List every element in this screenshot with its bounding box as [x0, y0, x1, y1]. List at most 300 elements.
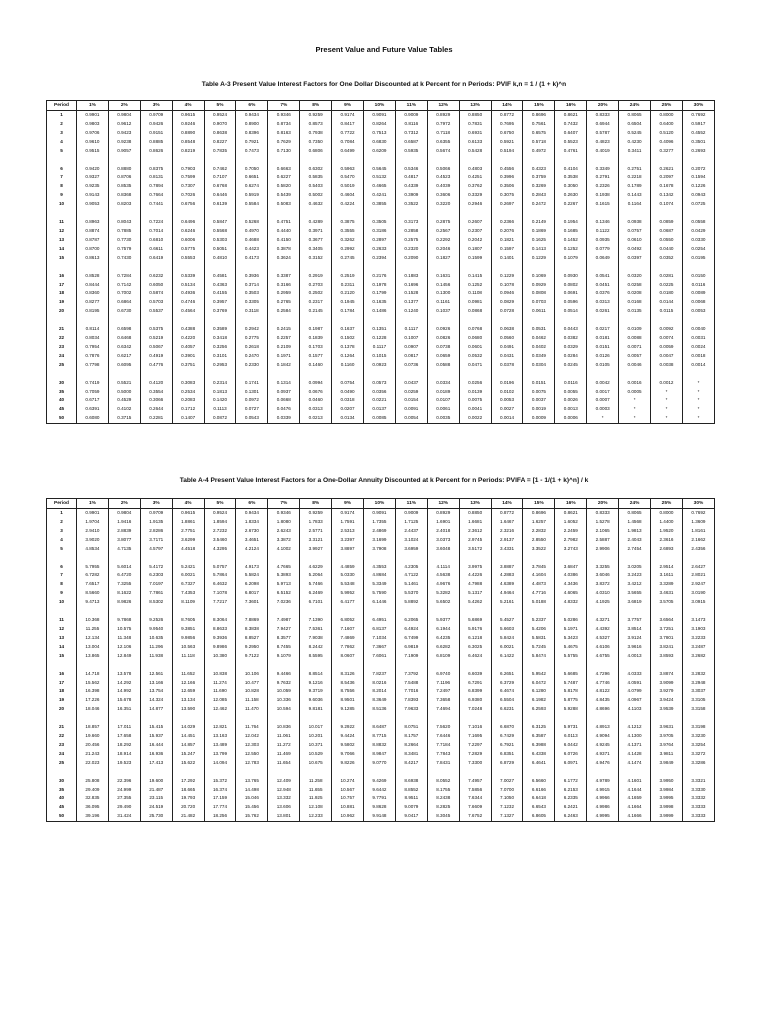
factor-cell: 0.1413 — [523, 245, 555, 254]
factor-cell: 4.0591 — [619, 679, 651, 688]
factor-cell: 0.1987 — [300, 325, 332, 334]
factor-cell: 0.0981 — [459, 298, 491, 307]
table-row — [47, 120, 715, 129]
spacer-cell — [268, 661, 300, 670]
factor-cell: 0.1252 — [555, 245, 587, 254]
spacer-cell — [268, 607, 300, 616]
factor-cell: 0.0802 — [555, 281, 587, 290]
factor-cell: 3.3272 — [682, 750, 714, 759]
factor-cell: 10.380 — [204, 652, 236, 661]
factor-cell: 0.0259 — [395, 388, 427, 397]
factor-cell: 0.1161 — [427, 298, 459, 307]
factor-cell: 15.762 — [236, 812, 268, 821]
factor-cell: 10.575 — [108, 625, 140, 634]
factor-cell: 0.6730 — [108, 307, 140, 316]
factor-cell: 7.6446 — [427, 732, 459, 741]
factor-cell: 9.2526 — [140, 616, 172, 625]
factor-cell: 0.5403 — [300, 182, 332, 191]
factor-cell: 0.9423 — [108, 129, 140, 138]
factor-cell: 0.7835 — [204, 147, 236, 156]
factor-cell: 0.7026 — [172, 191, 204, 200]
factor-cell: 0.6217 — [108, 352, 140, 361]
factor-cell: 0.1117 — [364, 343, 396, 352]
spacer-cell — [523, 768, 555, 777]
factor-cell: 4.7716 — [523, 589, 555, 598]
spacer-cell — [332, 209, 364, 218]
table-row — [47, 254, 715, 263]
row-group-spacer — [47, 370, 715, 379]
factor-cell: 3.3230 — [682, 732, 714, 741]
factor-cell: 0.8850 — [459, 509, 491, 518]
spacer-cell — [172, 316, 204, 325]
factor-cell: 15.456 — [236, 803, 268, 812]
table-a4-header-row — [47, 499, 715, 509]
factor-cell: 0.7695 — [491, 120, 523, 129]
factor-cell: 2.4356 — [682, 545, 714, 554]
table-row — [47, 759, 715, 768]
factor-cell: 0.1789 — [619, 182, 651, 191]
factor-cell: 7.5620 — [427, 723, 459, 732]
period-cell: 11 — [47, 218, 77, 227]
rate-column-header: 6% — [236, 499, 268, 509]
factor-cell: 9.7066 — [332, 750, 364, 759]
factor-cell: 10.962 — [332, 812, 364, 821]
factor-cell: 8.0216 — [364, 679, 396, 688]
spacer-cell — [364, 714, 396, 723]
period-cell: 35 — [47, 388, 77, 397]
table-row — [47, 518, 715, 527]
table-a3-body — [47, 111, 715, 424]
factor-cell: 0.9259 — [300, 509, 332, 518]
factor-cell: 0.0107 — [427, 396, 459, 405]
factor-cell: 0.5067 — [140, 343, 172, 352]
factor-cell: 0.1842 — [268, 361, 300, 370]
factor-cell: 5.1317 — [459, 589, 491, 598]
spacer-cell — [300, 661, 332, 670]
factor-cell: 9.4424 — [332, 732, 364, 741]
factor-cell: 0.0115 — [651, 307, 683, 316]
period-cell: 15 — [47, 254, 77, 263]
factor-cell: 0.8227 — [204, 138, 236, 147]
factor-cell: 0.4019 — [587, 147, 619, 156]
factor-cell: 0.1883 — [395, 272, 427, 281]
factor-cell: 0.3186 — [364, 227, 396, 236]
factor-cell: 3.2948 — [682, 679, 714, 688]
factor-cell: 3.3333 — [682, 812, 714, 821]
spacer-cell — [555, 209, 587, 218]
factor-cell: 8.5436 — [332, 679, 364, 688]
factor-cell: 0.8700 — [77, 245, 109, 254]
factor-cell: 0.0189 — [427, 388, 459, 397]
factor-cell: 7.6517 — [77, 580, 109, 589]
factor-cell: 0.0532 — [459, 352, 491, 361]
spacer-cell — [459, 607, 491, 616]
factor-cell: 4.8534 — [77, 545, 109, 554]
factor-cell: 15.415 — [140, 723, 172, 732]
row-group-spacer — [47, 714, 715, 723]
factor-cell: 6.4924 — [395, 625, 427, 634]
factor-cell: 3.2233 — [682, 634, 714, 643]
factor-cell: 4.3436 — [555, 580, 587, 589]
spacer-cell — [140, 370, 172, 379]
factor-cell: 0.3875 — [332, 218, 364, 227]
factor-cell: 0.8874 — [77, 227, 109, 236]
factor-cell: 0.2176 — [364, 272, 396, 281]
factor-cell: 8.0552 — [427, 777, 459, 786]
factor-cell: 0.2693 — [682, 147, 714, 156]
spacer-cell — [682, 661, 714, 670]
rate-column-header: 5% — [204, 499, 236, 509]
factor-cell: 5.9542 — [523, 670, 555, 679]
table-row — [47, 218, 715, 227]
factor-cell: 0.5835 — [300, 173, 332, 182]
factor-cell: 7.5856 — [459, 786, 491, 795]
factor-cell: 0.5584 — [236, 200, 268, 209]
factor-cell: 3.3289 — [651, 580, 683, 589]
factor-cell: 0.5963 — [332, 165, 364, 174]
spacer-cell — [459, 554, 491, 563]
factor-cell: 31.424 — [108, 812, 140, 821]
factor-cell: 11.469 — [268, 750, 300, 759]
spacer-cell — [204, 370, 236, 379]
table-row — [47, 545, 715, 554]
factor-cell: 3.3332 — [682, 794, 714, 803]
factor-cell: 0.0859 — [651, 218, 683, 227]
factor-cell: 0.0213 — [300, 414, 332, 423]
factor-cell: 3.8372 — [587, 580, 619, 589]
factor-cell: 2.9247 — [682, 580, 714, 589]
factor-cell: 5.7864 — [204, 571, 236, 580]
spacer-cell — [47, 263, 77, 272]
factor-cell: 13.606 — [268, 803, 300, 812]
factor-cell: 0.0059 — [651, 343, 683, 352]
factor-cell: 0.1615 — [587, 200, 619, 209]
table-row — [47, 298, 715, 307]
factor-cell: 0.1346 — [587, 218, 619, 227]
table-row — [47, 379, 715, 388]
factor-cell: 6.5152 — [268, 589, 300, 598]
period-cell: 8 — [47, 580, 77, 589]
factor-cell: 0.8000 — [651, 509, 683, 518]
factor-cell: 0.4241 — [364, 191, 396, 200]
factor-cell: 6.7101 — [300, 598, 332, 607]
factor-cell: 0.5346 — [395, 165, 427, 174]
factor-cell: 0.0943 — [682, 191, 714, 200]
factor-cell: 6.0726 — [555, 750, 587, 759]
factor-cell: 0.3405 — [300, 245, 332, 254]
spacer-cell — [172, 370, 204, 379]
factor-cell: 15.562 — [77, 679, 109, 688]
spacer-cell — [172, 209, 204, 218]
factor-cell: 2.6243 — [268, 527, 300, 536]
factor-cell: 0.2567 — [427, 227, 459, 236]
factor-cell: 12.821 — [204, 723, 236, 732]
factor-cell: 10.336 — [268, 696, 300, 705]
factor-cell: 0.5470 — [332, 173, 364, 182]
factor-cell: 0.0491 — [491, 343, 523, 352]
factor-cell: 17.159 — [204, 794, 236, 803]
spacer-cell — [332, 768, 364, 777]
factor-cell: 0.0460 — [300, 396, 332, 405]
factor-cell: 0.4688 — [236, 236, 268, 245]
factor-cell: 0.0779 — [587, 245, 619, 254]
factor-cell: 0.1452 — [555, 236, 587, 245]
spacer-cell — [332, 607, 364, 616]
factor-cell: 0.1637 — [332, 325, 364, 334]
factor-cell: 6.2335 — [555, 794, 587, 803]
factor-cell: 0.1301 — [236, 388, 268, 397]
factor-cell: 8.3045 — [427, 812, 459, 821]
spacer-cell — [77, 156, 109, 165]
factor-cell: 0.4339 — [395, 182, 427, 191]
factor-cell: 16.351 — [108, 705, 140, 714]
factor-cell: 0.1378 — [332, 343, 364, 352]
factor-cell: 0.5194 — [491, 147, 523, 156]
factor-cell: 10.059 — [268, 687, 300, 696]
spacer-cell — [459, 768, 491, 777]
factor-cell: 0.4289 — [300, 218, 332, 227]
spacer-cell — [300, 209, 332, 218]
factor-cell: 0.5120 — [651, 129, 683, 138]
spacer-cell — [491, 263, 523, 272]
spacer-cell — [172, 554, 204, 563]
factor-cell: 2.8021 — [682, 571, 714, 580]
factor-cell: 0.7462 — [204, 165, 236, 174]
period-cell: 5 — [47, 545, 77, 554]
factor-cell: 0.6830 — [364, 138, 396, 147]
factor-cell: 0.8034 — [77, 334, 109, 343]
factor-cell: 4.5638 — [427, 571, 459, 580]
factor-cell: 0.0817 — [395, 352, 427, 361]
factor-cell: 4.9986 — [587, 803, 619, 812]
spacer-cell — [682, 156, 714, 165]
spacer-cell — [459, 316, 491, 325]
factor-cell: 0.0055 — [555, 388, 587, 397]
factor-cell: 0.4523 — [427, 173, 459, 182]
factor-cell: 4.9173 — [236, 563, 268, 572]
spacer-cell — [268, 209, 300, 218]
table-row — [47, 625, 715, 634]
factor-cell: 0.5245 — [619, 129, 651, 138]
factor-cell: 1.7833 — [300, 518, 332, 527]
factor-cell: 0.2584 — [268, 307, 300, 316]
spacer-cell — [587, 316, 619, 325]
factor-cell: 0.7831 — [459, 120, 491, 129]
factor-cell: 6.2469 — [300, 589, 332, 598]
factor-cell: 7.6061 — [364, 652, 396, 661]
factor-cell: 5.8178 — [555, 687, 587, 696]
spacer-cell — [651, 607, 683, 616]
period-cell: 22 — [47, 334, 77, 343]
factor-cell: 0.1635 — [364, 298, 396, 307]
factor-cell: 6.2303 — [140, 571, 172, 580]
factor-cell: 0.4556 — [491, 165, 523, 174]
factor-cell: 0.1577 — [300, 352, 332, 361]
rate-column-header: 2% — [108, 499, 140, 509]
rate-column-header: 25% — [651, 101, 683, 111]
spacer-cell — [555, 714, 587, 723]
period-cell: 40 — [47, 794, 77, 803]
factor-cell: 0.4224 — [332, 200, 364, 209]
factor-cell: 3.1611 — [651, 571, 683, 580]
factor-cell: 6.1982 — [523, 696, 555, 705]
spacer-cell — [523, 263, 555, 272]
factor-cell: 0.1597 — [491, 245, 523, 254]
factor-cell: * — [682, 388, 714, 397]
factor-cell: 0.3173 — [395, 218, 427, 227]
spacer-cell — [491, 209, 523, 218]
factor-cell: 0.0728 — [491, 307, 523, 316]
factor-cell: 3.9099 — [651, 679, 683, 688]
factor-cell: 4.9464 — [491, 589, 523, 598]
spacer-cell — [268, 714, 300, 723]
period-cell: 30 — [47, 777, 77, 786]
factor-cell: 0.0075 — [523, 388, 555, 397]
factor-cell: 6.4641 — [523, 759, 555, 768]
factor-cell: 0.0378 — [491, 361, 523, 370]
factor-cell: 0.5002 — [300, 191, 332, 200]
factor-cell: 10.106 — [236, 670, 268, 679]
factor-cell: 4.5797 — [140, 545, 172, 554]
period-cell: 12 — [47, 625, 77, 634]
factor-cell: 0.4150 — [268, 236, 300, 245]
factor-cell: 0.0139 — [459, 388, 491, 397]
factor-cell: 0.4604 — [332, 191, 364, 200]
factor-cell: 0.0440 — [651, 245, 683, 254]
factor-cell: 0.4388 — [172, 325, 204, 334]
factor-cell: 0.7441 — [140, 200, 172, 209]
factor-cell: 7.3792 — [395, 670, 427, 679]
rate-column-header: 24% — [619, 101, 651, 111]
spacer-cell — [619, 316, 651, 325]
spacer-cell — [459, 661, 491, 670]
spacer-cell — [427, 263, 459, 272]
factor-cell: 0.5568 — [204, 227, 236, 236]
factor-cell: 0.5935 — [395, 147, 427, 156]
factor-cell: 8.1757 — [395, 732, 427, 741]
factor-cell: 0.1377 — [395, 298, 427, 307]
factor-cell: 0.2042 — [459, 236, 491, 245]
factor-cell: 12.550 — [236, 750, 268, 759]
factor-cell: 5.9377 — [427, 616, 459, 625]
factor-cell: 0.2083 — [172, 396, 204, 405]
factor-cell: 0.9426 — [140, 120, 172, 129]
factor-cell: 0.1869 — [523, 227, 555, 236]
factor-cell: 0.2633 — [364, 245, 396, 254]
factor-cell: 3.5705 — [651, 598, 683, 607]
factor-cell: 3.9020 — [77, 536, 109, 545]
factor-cell: 5.2337 — [523, 616, 555, 625]
factor-cell: 18.857 — [77, 723, 109, 732]
spacer-cell — [619, 768, 651, 777]
factor-cell: 3.8874 — [651, 670, 683, 679]
spacer-cell — [204, 714, 236, 723]
period-cell: 45 — [47, 405, 77, 414]
factor-cell: 0.4632 — [300, 200, 332, 209]
factor-cell: 0.7561 — [523, 120, 555, 129]
factor-cell: 25.730 — [140, 812, 172, 821]
spacer-cell — [491, 607, 523, 616]
table-row — [47, 634, 715, 643]
factor-cell: 5.8474 — [523, 652, 555, 661]
factor-cell: 0.0057 — [619, 352, 651, 361]
factor-cell: 0.5521 — [108, 379, 140, 388]
factor-cell: 5.3282 — [427, 589, 459, 598]
factor-cell: 6.9740 — [427, 670, 459, 679]
spacer-cell — [204, 263, 236, 272]
factor-cell: 0.7629 — [268, 138, 300, 147]
spacer-cell — [523, 607, 555, 616]
factor-cell: 5.6014 — [108, 563, 140, 572]
factor-cell: 4.1601 — [619, 777, 651, 786]
factor-cell: 3.6819 — [619, 598, 651, 607]
table-row — [47, 687, 715, 696]
factor-cell: 0.4155 — [204, 289, 236, 298]
factor-cell: 0.2618 — [236, 343, 268, 352]
factor-cell: 14.029 — [172, 723, 204, 732]
spacer-cell — [47, 768, 77, 777]
factor-cell: 6.5504 — [491, 696, 523, 705]
table-row — [47, 705, 715, 714]
factor-cell: 2.2832 — [523, 527, 555, 536]
spacer-cell — [77, 370, 109, 379]
period-cell: 9 — [47, 589, 77, 598]
spacer-cell — [587, 607, 619, 616]
factor-cell: 6.5660 — [523, 777, 555, 786]
factor-cell: 18.256 — [204, 812, 236, 821]
factor-cell: 8.7556 — [332, 687, 364, 696]
spacer-cell — [300, 156, 332, 165]
factor-cell: 0.8375 — [140, 165, 172, 174]
factor-cell: 0.7312 — [395, 129, 427, 138]
factor-cell: 8.3649 — [364, 696, 396, 705]
factor-cell: 0.5066 — [427, 165, 459, 174]
factor-cell: 0.5439 — [268, 191, 300, 200]
rate-column-header: 15% — [523, 101, 555, 111]
period-cell: 45 — [47, 803, 77, 812]
factor-cell: 7.9427 — [268, 625, 300, 634]
factor-cell: 10.477 — [236, 679, 268, 688]
factor-cell: 7.2297 — [459, 741, 491, 750]
factor-cell: 2.6730 — [236, 527, 268, 536]
factor-cell: 12.783 — [236, 759, 268, 768]
factor-cell: 0.0068 — [682, 298, 714, 307]
factor-cell: 0.0135 — [619, 307, 651, 316]
spacer-cell — [555, 661, 587, 670]
factor-cell: 3.1903 — [682, 625, 714, 634]
factor-cell: 6.4235 — [427, 634, 459, 643]
factor-cell: 6.7282 — [77, 571, 109, 580]
spacer-cell — [236, 554, 268, 563]
factor-cell: 6.4951 — [364, 616, 396, 625]
factor-cell: 0.2470 — [236, 352, 268, 361]
factor-cell: 3.9631 — [651, 723, 683, 732]
factor-cell: 0.2919 — [300, 272, 332, 281]
spacer-cell — [140, 316, 172, 325]
factor-cell: 0.0038 — [651, 361, 683, 370]
factor-cell: 10.563 — [172, 643, 204, 652]
factor-cell: 0.0281 — [651, 272, 683, 281]
factor-cell: 9.7632 — [268, 679, 300, 688]
spacer-cell — [77, 554, 109, 563]
factor-cell: 0.1113 — [204, 405, 236, 414]
factor-cell: 5.0188 — [523, 598, 555, 607]
factor-cell: 0.5339 — [172, 272, 204, 281]
spacer-cell — [587, 209, 619, 218]
rate-column-header: 11% — [395, 101, 427, 111]
spacer-cell — [619, 554, 651, 563]
factor-cell: 1.8594 — [204, 518, 236, 527]
